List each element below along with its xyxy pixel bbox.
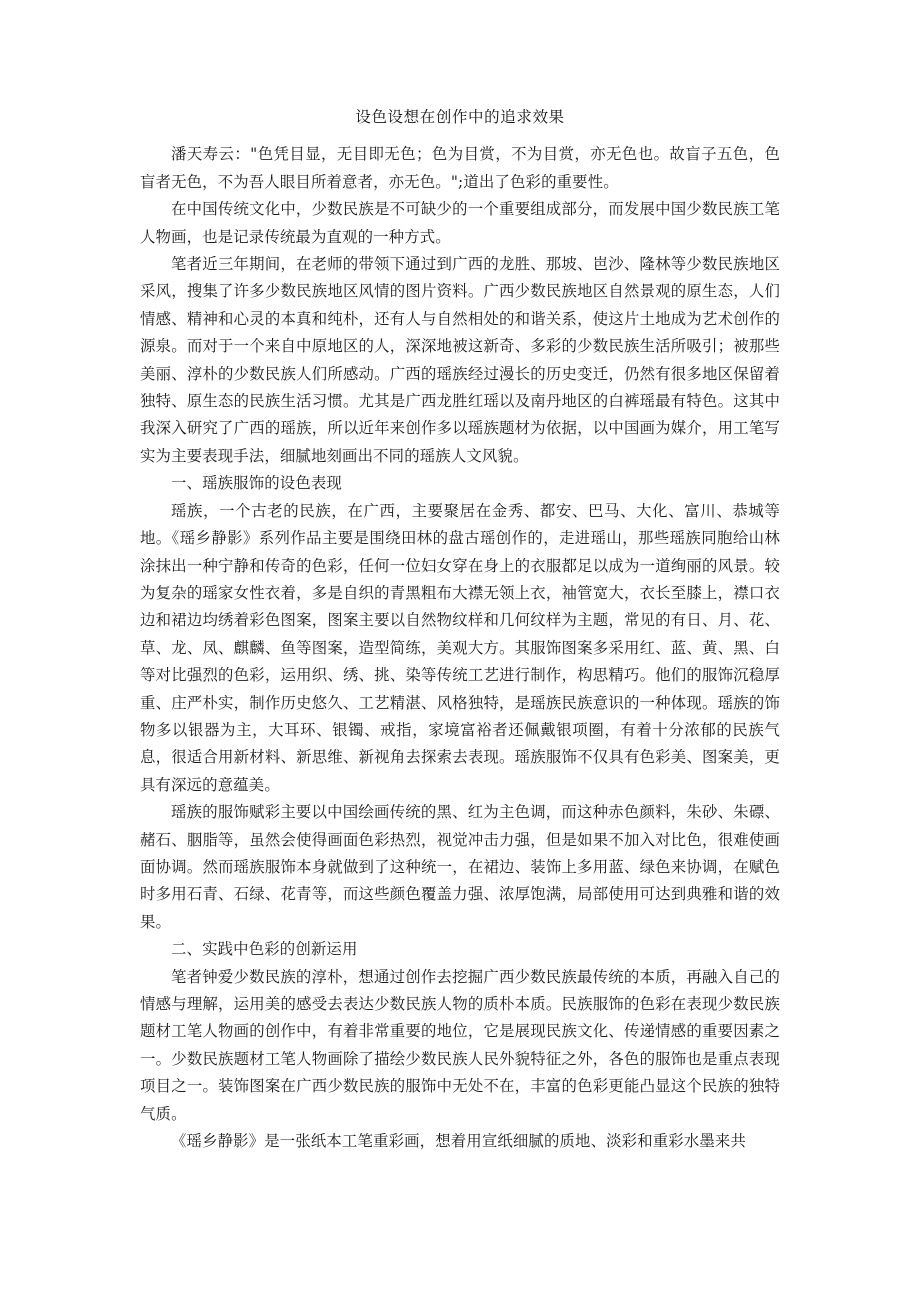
body-paragraph: 在中国传统文化中，少数民族是不可缺少的一个重要组成部分，而发展中国少数民族工笔人物画，也是记录传统最为直观的一种方式。 [140,200,780,246]
document-paragraphs [140,141,780,1155]
section-heading: 一、瑶族服饰的设色表现 [171,474,342,493]
body-paragraph: 瑶族，一个古老的民族，在广西，主要聚居在金秀、都安、巴马、大化、富川、恭城等地。《瑶乡静影》系列作品主要是围绕田林的盘古瑶创作的，走进瑶山，那些瑶族同胞给山林涂抹出一种宁静和传奇的色彩，任何一位妇女穿在身上的衣服都足以成为一道绚丽的风景。较为复杂的瑶家女性衣着，多是自织的青黑粗布大襟无领上衣，袖管宽大，衣长至膝上，襟口衣边和裙边均绣着彩色图案，图案主要以自然物纹样和几何纹样为主题，常见的有日、月、花、草、龙、凤、麒麟、鱼等图案，造型简练，美观大方。其服饰图案多采用红、蓝、黄、黑、白等对比强烈的色彩，运用织、绣、挑、染等传统工艺进行制作，构思精巧。他们的服饰沉稳厚重、庄严朴实，制作历史悠久、工艺精湛、风格独特，是瑶族民族意识的一种体现。瑶族的饰物多以银器为主，大耳环、银镯、戒指，家境富裕者还佩戴银项圈，有着十分浓郁的民族气息，很适合用新材料、新思维、新视角去探索去表现。瑶族服饰不仅具有色彩美、图案美，更具有深远的意蕴美。 [140,501,780,794]
document-body [140,104,780,1155]
body-paragraph: 笔者钟爱少数民族的淳朴，想通过创作去挖掘广西少数民族最传统的本质，再融入自己的情感与理解，运用美的感受去表达少数民族人物的质朴本质。民族服饰的色彩在表现少数民族题材工笔人物画的创作中，有着非常重要的地位，它是展现民族文化、传递情感的重要因素之一。少数民族题材工笔人物画除了描绘少数民族人民外貌特征之外，各色的服饰也是重点表现项目之一。装饰图案在广西少数民族的服饰中无处不在，丰富的色彩更能凸显这个民族的独特气质。 [140,967,780,1123]
body-paragraph: 笔者近三年期间，在老师的带领下通过到广西的龙胜、那坡、岜沙、隆林等少数民族地区采风，搜集了许多少数民族地区风情的图片资料。广西少数民族地区自然景观的原生态，人们情感、精神和心灵的本真和纯朴，还有人与自然相处的和谐关系，使这片土地成为艺术创作的源泉。而对于一个来自中原地区的人，深深地被这新奇、多彩的少数民族生活所吸引；被那些美丽、淳朴的少数民族人们所感动。广西的瑶族经过漫长的历史变迁，仍然有很多地区保留着独特、原生态的民族生活习惯。尤其是广西龙胜红瑶以及南丹地区的白裤瑶最有特色。这其中我深入研究了广西的瑶族，所以近年来创作多以瑶族题材为依据，以中国画为媒介，用工笔写实为主要表现手法，细腻地刻画出不同的瑶族人文风貌。 [140,255,780,465]
page-title: 设色设想在创作中的追求效果 [355,108,565,126]
section-heading: 二、实践中色彩的创新运用 [171,940,358,959]
body-paragraph: 潘天寿云："色凭目显，无目即无色；色为目赏，不为目赏，亦无色也。故盲子五色，色盲者无色，不为吾人眼目所着意者，亦无色。";道出了色彩的重要性。 [140,145,780,191]
body-paragraph: 瑶族的服饰赋彩主要以中国绘画传统的黑、红为主色调，而这种赤色颜料，朱砂、朱磦、赭石、胭脂等，虽然会使得画面色彩热烈，视觉冲击力强，但是如果不加入对比色，很难使画面协调。然而瑶族服饰本身就做到了这种统一，在裙边、装饰上多用蓝、绿色来协调，在赋色时多用石青、石绿、花青等，而这些颜色覆盖力强、浓厚饱满，局部使用可达到典雅和谐的效果。 [140,803,780,931]
body-paragraph: 《瑶乡静影》是一张纸本工笔重彩画，想着用宣纸细腻的质地、淡彩和重彩水墨来共 [171,1132,747,1151]
